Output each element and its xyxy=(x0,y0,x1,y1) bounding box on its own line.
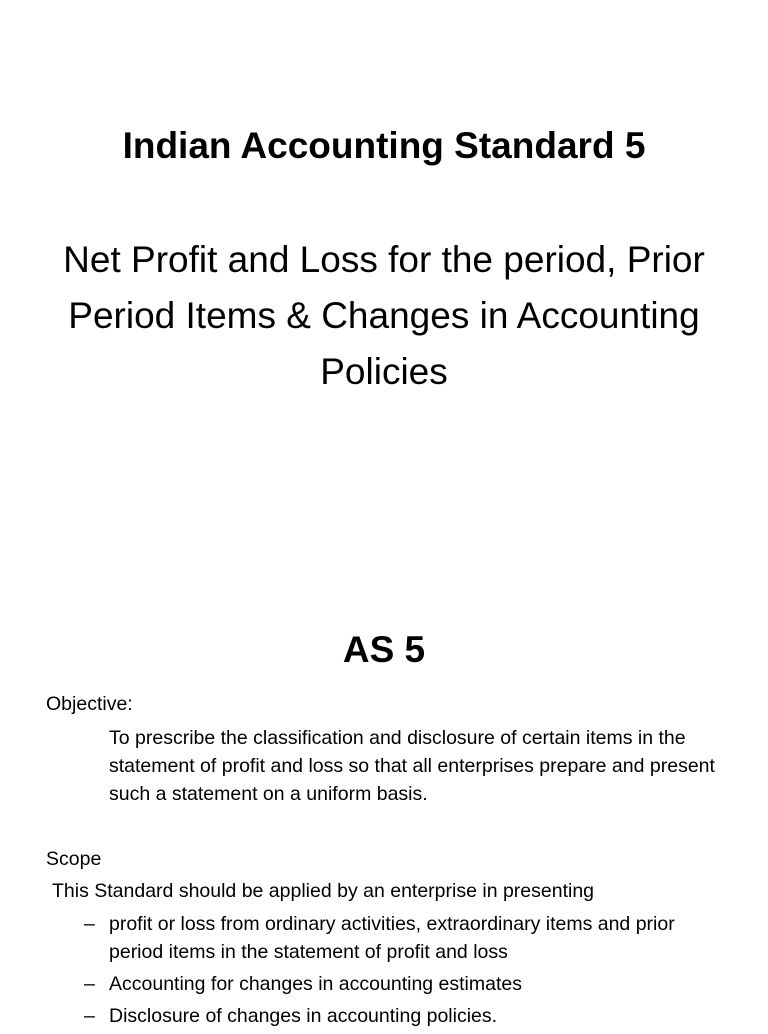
slide-title: Indian Accounting Standard 5 xyxy=(122,125,646,166)
list-item-text: profit or loss from ordinary activities, extraordinary items and prior period items in the statement of profit and loss xyxy=(109,913,675,963)
bullet-dash: – xyxy=(84,1005,95,1027)
scope-list xyxy=(84,910,724,1034)
title-slide xyxy=(0,0,768,500)
slide-subtitle: Net Profit and Loss for the period, Prior Period Items & Changes in Accounting Policies xyxy=(63,239,705,392)
bullet-dash: – xyxy=(84,973,95,995)
objective-label: Objective: xyxy=(46,693,133,715)
list-item xyxy=(84,1002,724,1030)
list-item xyxy=(84,970,724,998)
bullet-dash: – xyxy=(84,913,95,935)
slide-heading: AS 5 xyxy=(342,629,426,670)
scope-label: Scope xyxy=(46,848,102,870)
scope-intro: This Standard should be applied by an enterprise in presenting xyxy=(52,880,595,902)
list-item-text: Disclosure of changes in accounting policies. xyxy=(109,1005,498,1027)
list-item xyxy=(84,910,724,966)
content-slide xyxy=(0,500,768,1027)
objective-text: To prescribe the classification and disclosure of certain items in the statement of profit and loss so that all enterprises prepare and present such a statement on a uniform basis. xyxy=(109,727,715,805)
list-item-text: Accounting for changes in accounting estimates xyxy=(109,973,522,995)
